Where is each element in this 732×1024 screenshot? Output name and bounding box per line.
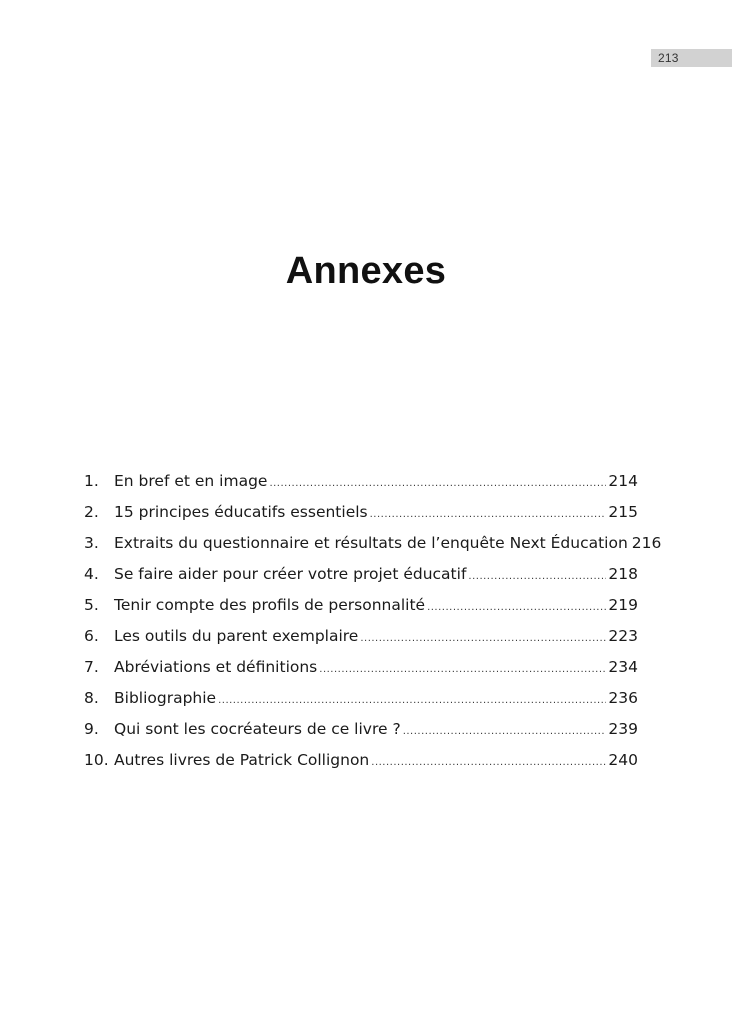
toc-entry-title: 15 principes éducatifs essentiels (114, 503, 368, 521)
page-number: 213 (658, 51, 679, 65)
toc-entry[interactable] (84, 658, 638, 689)
page-title: Annexes (285, 250, 447, 292)
toc-entry-number: 9. (84, 720, 99, 738)
dot-leader (371, 757, 606, 768)
toc-entry-title: Qui sont les cocréateurs de ce livre ? (114, 720, 401, 738)
toc-entry[interactable] (84, 472, 638, 503)
dot-leader (370, 509, 607, 520)
table-of-contents (84, 472, 662, 782)
toc-entry[interactable] (84, 720, 638, 751)
toc-entry[interactable] (84, 534, 662, 565)
toc-entry-page: 236 (608, 689, 638, 707)
dot-leader (218, 695, 606, 706)
toc-entry-page: 219 (608, 596, 638, 614)
toc-entry-title: Autres livres de Patrick Collignon (114, 751, 370, 769)
toc-entry-number: 3. (84, 534, 99, 552)
toc-entry[interactable] (84, 627, 638, 658)
toc-entry-title: Les outils du parent exemplaire (114, 627, 359, 645)
page-number-tab (651, 49, 732, 67)
toc-entry-number: 2. (84, 503, 99, 521)
toc-entry-page: 214 (608, 472, 638, 490)
toc-entry-number: 4. (84, 565, 99, 583)
toc-entry-page: 234 (608, 658, 638, 676)
dot-leader (403, 726, 607, 737)
toc-entry-page: 216 (631, 534, 662, 552)
toc-entry-page: 223 (608, 627, 638, 645)
toc-entry-number: 10. (84, 751, 109, 769)
toc-entry[interactable] (84, 596, 638, 627)
toc-entry-number: 5. (84, 596, 99, 614)
toc-entry-page: 218 (608, 565, 638, 583)
toc-entry-title: Abréviations et définitions (114, 658, 318, 676)
dot-leader (468, 571, 606, 582)
toc-entry[interactable] (84, 503, 638, 534)
dot-leader (360, 633, 606, 644)
toc-entry[interactable] (84, 689, 638, 720)
toc-entry-title: Tenir compte des profils de personnalité (114, 596, 426, 614)
toc-entry-title: Extraits du questionnaire et résultats de l’enquête Next Éducation (114, 534, 628, 552)
toc-entry-number: 1. (84, 472, 99, 490)
toc-entry-title: En bref et en image (114, 472, 268, 490)
dot-leader (319, 664, 606, 675)
toc-entry-number: 8. (84, 689, 99, 707)
toc-entry[interactable] (84, 565, 638, 596)
toc-entry-number: 7. (84, 658, 99, 676)
toc-entry-title: Bibliographie (114, 689, 217, 707)
toc-entry-page: 240 (608, 751, 638, 769)
toc-entry-title: Se faire aider pour créer votre projet éducatif (114, 565, 467, 583)
toc-entry-page: 215 (608, 503, 638, 521)
toc-entry-number: 6. (84, 627, 99, 645)
toc-entry-page: 239 (608, 720, 638, 738)
dot-leader (427, 602, 606, 613)
toc-entry[interactable] (84, 751, 638, 782)
dot-leader (269, 478, 606, 489)
